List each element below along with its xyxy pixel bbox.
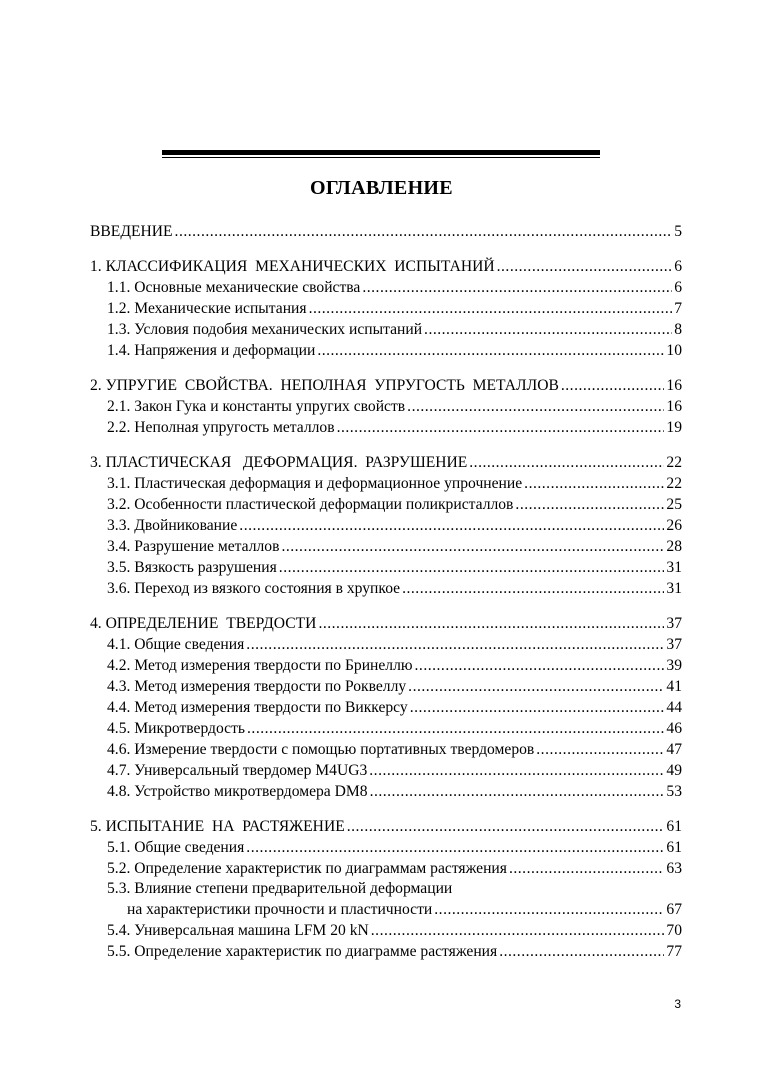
toc-section [90,396,682,417]
toc-page: 44 [666,699,682,716]
toc-label: 4.1. Общие сведения [107,636,245,653]
toc-label: 1.4. Напряжения и деформации [107,342,316,359]
toc-section [90,340,682,361]
toc-leader [407,396,664,417]
toc-page: 39 [666,657,682,674]
toc-label: на характеристики прочности и пластичности [127,901,433,918]
toc-leader [424,319,672,340]
toc-page: 8 [674,321,682,338]
toc-page: 37 [666,636,682,653]
toc-label: 4.5. Микротвердость [107,720,246,737]
toc-leader [318,613,664,634]
toc-section [90,277,682,298]
toc-label: 2.1. Закон Гука и константы упругих свойств [107,398,406,415]
toc-leader [247,718,664,739]
toc-label: 3. ПЛАСТИЧЕСКАЯ ДЕФОРМАЦИЯ. РАЗРУШЕНИЕ [90,454,468,471]
toc-label: 3.3. Двойникование [107,517,238,534]
toc-page: 61 [666,839,682,856]
toc-label: 3.2. Особенности пластической деформации поликристаллов [107,496,514,513]
toc-label: 4.8. Устройство микротвердомера DM8 [107,783,368,800]
toc-leader [347,816,665,837]
toc-page: 16 [666,377,682,394]
toc-label: 1. КЛАССИФИКАЦИЯ МЕХАНИЧЕСКИХ ИСПЫТАНИЙ [90,258,495,275]
toc-chapter-4 [90,613,682,634]
toc-page: 16 [666,398,682,415]
toc-page: 41 [666,678,682,695]
toc-leader [371,920,665,941]
toc-chapter-2 [90,375,682,396]
toc-label: 2. УПРУГИЕ СВОЙСТВА. НЕПОЛНАЯ УПРУГОСТЬ МЕТАЛЛОВ [90,377,559,394]
toc-leader [536,739,664,760]
toc-page: 46 [666,720,682,737]
toc-leader [246,837,664,858]
table-of-contents [90,221,682,962]
toc-leader [524,473,664,494]
toc-label: 5.3. Влияние степени предварительной деформации [107,880,453,897]
toc-section [90,319,682,340]
toc-page: 63 [666,860,682,877]
toc-section [90,718,682,739]
toc-leader [175,221,673,242]
toc-section [90,578,682,599]
toc-section [90,676,682,697]
toc-label: 1.2. Механические испытания [107,300,307,317]
toc-section [90,494,682,515]
toc-page: 67 [666,901,682,918]
toc-label: ВВЕДЕНИЕ [90,223,173,240]
toc-page: 10 [666,342,682,359]
toc-label: 5. ИСПЫТАНИЕ НА РАСТЯЖЕНИЕ [90,818,345,835]
toc-page: 19 [666,419,682,436]
page-title: ОГЛАВЛЕНИЕ [310,177,453,199]
toc-label: 4.3. Метод измерения твердости по Роквеллу [107,678,407,695]
toc-leader [515,494,664,515]
page-number: 3 [674,997,681,1011]
toc-label: 4. ОПРЕДЕЛЕНИЕ ТВЕРДОСТИ [90,615,317,632]
toc-label: 3.1. Пластическая деформация и деформационное упрочнение [107,475,523,492]
toc-label: 1.3. Условия подобия механических испытаний [107,321,423,338]
toc-section [90,634,682,655]
toc-page: 28 [666,538,682,555]
toc-section-continuation [90,899,682,920]
toc-leader [370,781,665,802]
toc-leader [369,760,664,781]
toc-leader [469,452,664,473]
toc-leader [561,375,665,396]
toc-section [90,739,682,760]
toc-section [90,858,682,879]
toc-label: 5.5. Определение характеристик по диаграмме растяжения [107,943,498,960]
toc-section [90,515,682,536]
toc-section [90,941,682,962]
toc-section [90,298,682,319]
toc-label: 5.4. Универсальная машина LFM 20 kN [107,922,369,939]
toc-page: 6 [674,279,682,296]
toc-page: 77 [666,943,682,960]
toc-section [90,781,682,802]
toc-leader [281,536,664,557]
toc-leader [415,655,665,676]
toc-leader [499,941,664,962]
toc-page: 25 [666,496,682,513]
toc-page: 26 [666,517,682,534]
toc-leader [239,515,664,536]
toc-leader [337,417,665,438]
toc-leader [279,557,665,578]
toc-page: 7 [674,300,682,317]
toc-leader [246,634,664,655]
toc-leader [434,899,664,920]
toc-page: 53 [666,783,682,800]
toc-section [90,920,682,941]
toc-page: 6 [674,258,682,275]
toc-page: 49 [666,762,682,779]
toc-label: 4.6. Измерение твердости с помощью портативных твердомеров [107,741,535,758]
toc-leader [402,578,664,599]
toc-leader [497,256,673,277]
toc-section [90,557,682,578]
toc-label: 4.7. Универсальный твердомер M4UG3 [107,762,368,779]
toc-chapter-1 [90,256,682,277]
toc-label: 2.2. Неполная упругость металлов [107,419,335,436]
toc-page: 70 [666,922,682,939]
toc-section [90,879,682,899]
toc-label: 3.6. Переход из вязкого состояния в хрупкое [107,580,401,597]
toc-page: 22 [666,454,682,471]
toc-page: 37 [666,615,682,632]
toc-page: 31 [666,559,682,576]
toc-page: 61 [666,818,682,835]
toc-leader [410,697,665,718]
toc-leader [408,676,664,697]
toc-label: 3.4. Разрушение металлов [107,538,280,555]
toc-section [90,536,682,557]
toc-label: 1.1. Основные механические свойства [107,279,361,296]
toc-entry-intro [90,221,682,242]
toc-section [90,473,682,494]
toc-section [90,655,682,676]
toc-label: 5.2. Определение характеристик по диаграммам растяжения [107,860,507,877]
toc-page: 22 [666,475,682,492]
toc-label: 3.5. Вязкость разрушения [107,559,277,576]
toc-section [90,697,682,718]
toc-leader [309,298,673,319]
toc-leader [317,340,664,361]
toc-label: 4.2. Метод измерения твердости по Бринеллю [107,657,413,674]
toc-chapter-5 [90,816,682,837]
toc-section [90,760,682,781]
title-rule-thick [162,150,600,155]
toc-leader [509,858,664,879]
toc-page: 5 [674,223,682,240]
toc-label: 5.1. Общие сведения [107,839,245,856]
toc-section [90,837,682,858]
toc-label: 4.4. Метод измерения твердости по Виккерсу [107,699,408,716]
toc-page: 47 [666,741,682,758]
title-rule-thin [162,157,600,158]
toc-page: 31 [666,580,682,597]
toc-chapter-3 [90,452,682,473]
toc-leader [362,277,672,298]
toc-section [90,417,682,438]
